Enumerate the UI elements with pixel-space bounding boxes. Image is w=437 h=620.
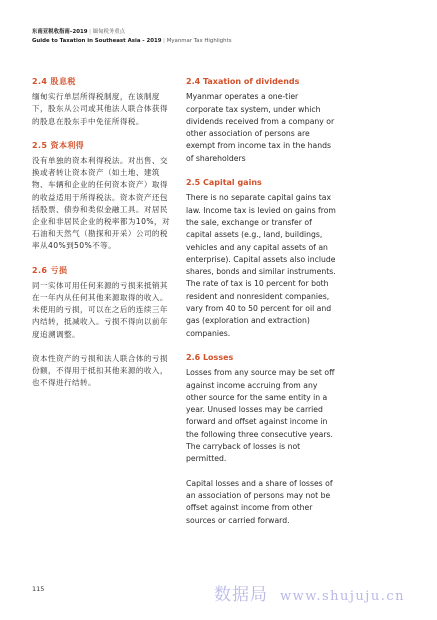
header-subtitle-en: Myanmar Tax Highlights — [166, 38, 232, 44]
section-body-losses-zh-1: 同一实体可用任何来源的亏损来抵销其在一年内从任何其他来源取得的收入。未使用的亏损，可以在之后的连续三年内结转，抵减收入。亏损不得向以前年度追溯调整。 — [32, 280, 168, 339]
chinese-column — [32, 76, 172, 401]
section-body-dividends-zh: 缅甸实行单层所得税制度，在该制度下，股东从公司或其他法人联合体获得的股息在股东手中免征所得税。 — [32, 92, 168, 126]
section-body-losses-en-1: Losses from any source may be set off against income accruing from any other source for the same entity in a year. Unused losses may be carried forward and offset against income in the following three consecutive years. The carryback of losses is not permitted. — [186, 368, 335, 464]
section-body-losses-en-2: Capital losses and a share of losses of an association of persons may not be offset against income from other sources or carried forward. — [186, 478, 333, 525]
header-line-zh — [32, 28, 232, 37]
header-subtitle-zh: 缅甸税务重点 — [92, 29, 126, 35]
header-title-en: Guide to Taxation in Southeast Asia - 2019 — [32, 38, 162, 44]
page-header — [32, 28, 232, 46]
english-column — [186, 76, 336, 539]
section-body-dividends-en: Myanmar operates a one-tier corporate tax system, under which dividends received from a company or other association of persons are exempt from income tax in the hands of shareholders — [186, 92, 335, 163]
watermark — [214, 580, 405, 605]
header-line-en — [32, 37, 232, 46]
section-heading-dividends-zh: 2.4 股息税 — [32, 77, 76, 86]
header-year-zh: –2019 — [69, 29, 88, 35]
section-body-capital-gains-zh: 没有单独的资本利得税法。对出售、交换或者转让资本资产（如土地、建筑物、车辆和企业的任何资本资产）取得的收益适用于所得税法。资本资产还包括股票、债券和类似金融工具。对居民企业和非居民企业的税率都为10%，对石油和天然气（勘探和开采）公司的税率从40%到50%不等。 — [32, 156, 170, 251]
page-number: 115 — [32, 585, 45, 593]
section-heading-capital-gains-en: 2.5 Capital gains — [186, 178, 262, 188]
section-body-capital-gains-en: There is no separate capital gains tax law. Income tax is levied on gains from the sale, exchange or transfer of capital assets (e.g., land, buildings, vehicles and any capital assets of an enterprise). Capital assets also include shares, bonds and similar instruments. The rate of tax is 10 percent for both resident and nonresident companies, vary from 40 to 50 percent for oil and gas (exploration and extraction) companies. — [186, 193, 336, 338]
header-title-zh: 东南亚税收指南 — [32, 29, 70, 35]
section-heading-losses-zh: 2.6 亏损 — [32, 265, 68, 275]
section-heading-losses-en: 2.6 Losses — [186, 352, 234, 362]
watermark-cn: 数据局 — [214, 585, 268, 605]
section-heading-capital-gains-zh: 2.5 资本利得 — [32, 140, 85, 150]
section-body-losses-zh-2: 资本性资产的亏损和法人联合体的亏损份额，不得用于抵扣其他来源的收入，也不得进行结转。 — [32, 353, 168, 388]
header-separator: | — [89, 29, 91, 35]
watermark-url: www.shujuju.cn — [280, 589, 405, 604]
header-separator: | — [163, 38, 165, 44]
section-heading-dividends-en: 2.4 Taxation of dividends — [186, 77, 300, 86]
